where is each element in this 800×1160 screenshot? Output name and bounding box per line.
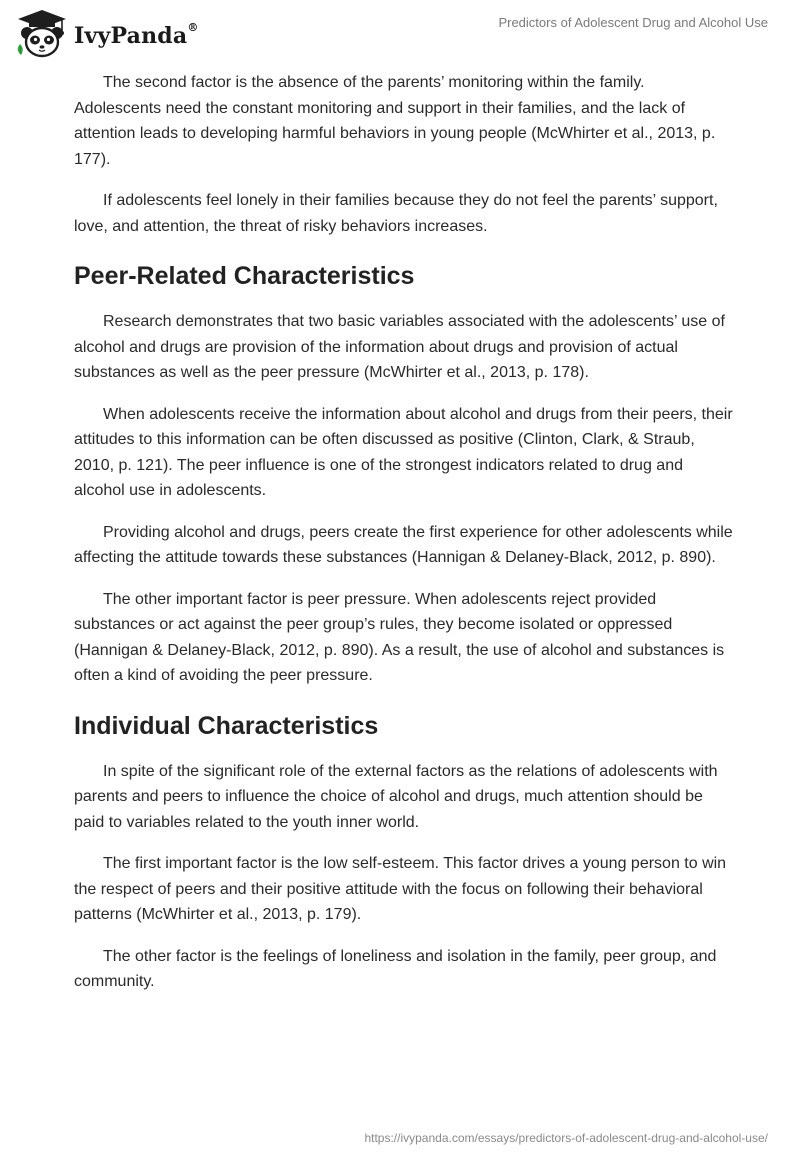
panda-graduate-icon: [14, 8, 70, 58]
ivypanda-logo[interactable]: [14, 8, 199, 58]
paragraph: In spite of the significant role of the external factors as the relations of adolescents with parents and peers to influence the choice of alcohol and drugs, much attention should be paid to variables related to the youth inner world.: [74, 762, 718, 831]
paragraph: The other factor is the feelings of loneliness and isolation in the family, peer group, and community.: [74, 947, 717, 990]
essay-body: [74, 70, 734, 1011]
paragraph: The first important factor is the low self-esteem. This factor drives a young person to win the respect of peers and their positive attitude with the focus on following their behavioral patterns (McWhirter et al., 2013, p. 179).: [74, 855, 727, 923]
section-heading-individual: Individual Characteristics: [74, 711, 379, 740]
section-heading-peer-related: Peer-Related Characteristics: [74, 262, 415, 290]
brand-name: IvyPanda®: [74, 21, 199, 49]
page-header: [0, 0, 800, 60]
paragraph: Research demonstrates that two basic variables associated with the adolescents’ use of alcohol and drugs are provision of the information about drugs and provision of actual substances as well as the peer pressure (McWhirter et al., 2013, p. 178).: [74, 313, 725, 381]
paragraph: The second factor is the absence of the parents’ monitoring within the family. Adolescents need the constant monitoring and support in their families, and the lack of attention leads to developing harmful behaviors in young people (McWhirter et al., 2013, p. 177).: [74, 74, 716, 168]
source-url[interactable]: https://ivypanda.com/essays/predictors-of-adolescent-drug-and-alcohol-use/: [364, 1131, 768, 1145]
paragraph: Providing alcohol and drugs, peers create the first experience for other adolescents while affecting the attitude towards these substances (Hannigan & Delaney-Black, 2012, p. 890).: [74, 523, 733, 566]
paragraph: When adolescents receive the information about alcohol and drugs from their peers, their attitudes to this information can be often discussed as positive (Clinton, Clark, & Straub, 2010, p. 121). The peer influence is one of the strongest indicators related to drug and alcohol use in adolescents.: [74, 405, 733, 499]
registered-mark: ®: [187, 21, 199, 34]
document-title: Predictors of Adolescent Drug and Alcohol Use: [498, 15, 768, 30]
paragraph: If adolescents feel lonely in their families because they do not feel the parents’ support, love, and attention, the threat of risky behaviors increases.: [74, 192, 718, 235]
paragraph: The other important factor is peer pressure. When adolescents reject provided substances or act against the peer group’s rules, they become isolated or oppressed (Hannigan & Delaney-Black, 2012, p. 890). As a result, the use of alcohol and substances is often a kind of avoiding the peer pressure.: [74, 590, 725, 684]
